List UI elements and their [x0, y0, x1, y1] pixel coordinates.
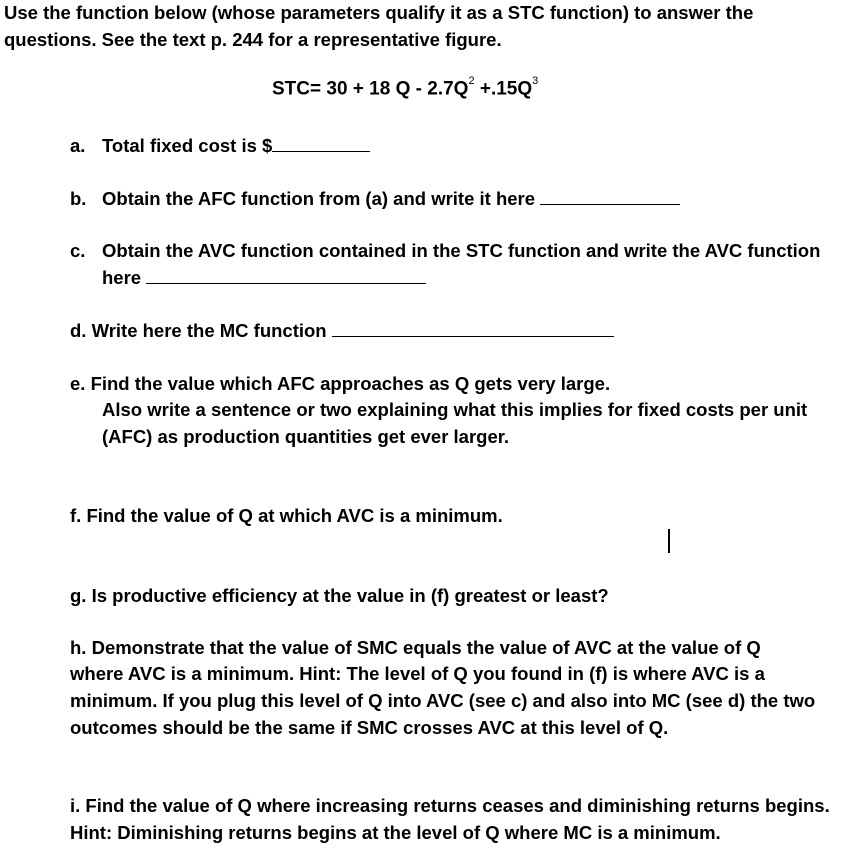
question-a [70, 132, 370, 159]
question-a-text: Total fixed cost is $ [102, 135, 273, 156]
intro-line-1: Use the function below (whose parameters qualify it as a STC function) to answer the [4, 2, 754, 23]
formula-term-1: 30 [326, 78, 353, 100]
question-f: f. Find the value of Q at which AVC is a minimum. [70, 505, 503, 526]
intro-line-2: questions. See the text p. 244 for a representative figure. [4, 29, 502, 50]
question-h-line-2: where AVC is a minimum. Hint: The level of Q you found in (f) is where AVC is a [70, 663, 765, 684]
question-b-text: Obtain the AFC function from (a) and write it here [102, 188, 541, 209]
question-e-line-2: Also write a sentence or two explaining what this implies for fixed costs per unit [102, 399, 808, 420]
question-a-label: a. [70, 135, 86, 156]
answer-blank-b[interactable] [540, 190, 680, 205]
question-b-label: b. [70, 188, 87, 209]
answer-blank-a[interactable] [272, 137, 370, 152]
answer-blank-c[interactable] [146, 269, 426, 284]
formula-plus-2: + [474, 78, 491, 100]
question-i-line-1: i. Find the value of Q where increasing returns ceases and diminishing returns begins. [70, 795, 830, 816]
formula-eq: = [310, 78, 327, 100]
formula-exp-2: 2 [468, 75, 475, 87]
question-d [70, 317, 614, 344]
question-h-line-4: outcomes should be the same if SMC crosses AVC at this level of Q. [70, 717, 669, 738]
formula-exp-3: 3 [532, 75, 539, 87]
formula-term-2: 18 Q - 2.7Q [369, 78, 469, 100]
question-c-label: c. [70, 240, 86, 261]
question-e-line-1: e. Find the value which AFC approaches as Q gets very large. [70, 373, 611, 394]
question-c-line-2 [102, 264, 426, 291]
question-h-line-1: h. Demonstrate that the value of SMC equals the value of AVC at the value of Q [70, 637, 761, 658]
question-c-text-2: here [102, 267, 147, 288]
question-c-text-1: Obtain the AVC function contained in the STC function and write the AVC function [102, 240, 821, 261]
question-g: g. Is productive efficiency at the value in (f) greatest or least? [70, 585, 609, 606]
question-i-line-2: Hint: Diminishing returns begins at the level of Q where MC is a minimum. [70, 822, 721, 843]
question-b [70, 185, 680, 212]
formula-term-3: .15Q [490, 78, 533, 100]
question-c [70, 237, 820, 264]
question-e-line-3: (AFC) as production quantities get ever larger. [102, 426, 510, 447]
text-cursor [668, 529, 670, 553]
formula-plus-1: + [352, 78, 370, 100]
question-d-text: d. Write here the MC function [70, 320, 332, 341]
formula-lhs: STC [272, 78, 310, 100]
answer-blank-d[interactable] [332, 322, 614, 337]
question-h-line-3: minimum. If you plug this level of Q into AVC (see c) and also into MC (see d) the two [70, 690, 816, 711]
stc-formula [272, 75, 539, 100]
